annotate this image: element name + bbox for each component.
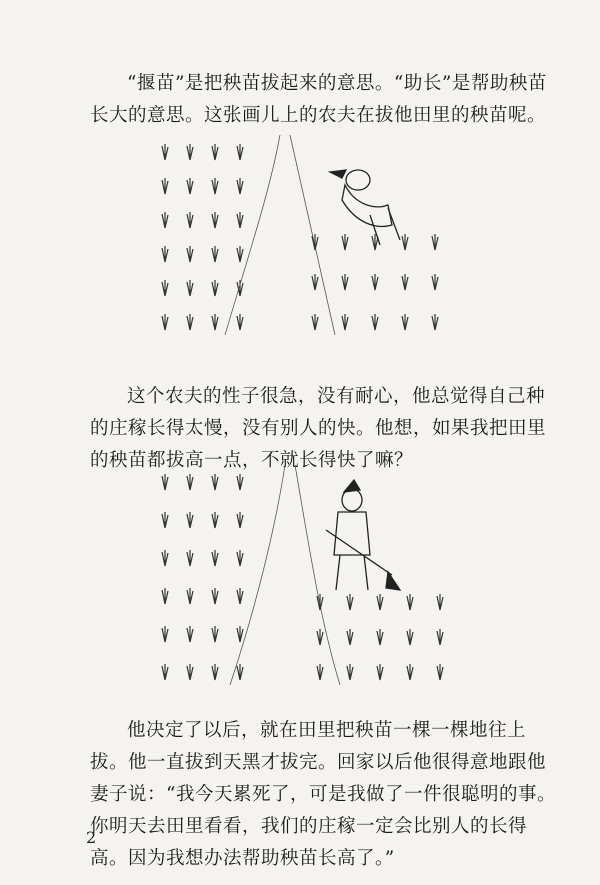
seedling-icon: [237, 626, 243, 642]
seedling-icon: [162, 212, 168, 228]
page-number: 2: [86, 828, 97, 847]
seedling-icon: [437, 664, 443, 680]
seedling-icon: [162, 314, 168, 330]
seedling-icon: [347, 664, 353, 680]
seedling-icon: [162, 626, 168, 642]
seedling-icon: [407, 594, 413, 610]
seedling-icon: [437, 594, 443, 610]
paragraph-2: 这个农夫的性子很急，没有耐心，他总觉得自己种的庄稼长得太慢，没有别人的快。他想，如果我把田里的秧苗都拔高一点，不就长得快了嘛？: [90, 386, 547, 471]
seedling-icon: [187, 664, 193, 680]
farmer-pulling-seedlings-illustration: [130, 130, 460, 340]
paragraph-3: 他决定了以后，就在田里把秧苗一棵一棵地往上拔。他一直拔到天黑才拔完。回家以后他很得意地跟他妻子说：“我今天累死了，可是我做了一件很聪明的事。你明天去田里看看，我们的庄稼一定会比别人的长得高。因为我想办法帮助秧苗长高了。”: [90, 720, 556, 869]
seedling-icon: [212, 246, 218, 262]
seedling-icon: [372, 274, 378, 290]
seedling-icon: [237, 212, 243, 228]
seedling-icon: [162, 178, 168, 194]
left-seedlings-group: [162, 144, 243, 330]
left-seedlings-group: [162, 474, 243, 680]
seedling-icon: [212, 474, 218, 490]
seedling-icon: [432, 234, 438, 250]
seedling-icon: [187, 314, 193, 330]
seedling-icon: [212, 550, 218, 566]
seedling-icon: [162, 246, 168, 262]
seedling-icon: [377, 664, 383, 680]
seedling-icon: [407, 664, 413, 680]
seedling-icon: [187, 588, 193, 604]
seedling-icon: [237, 314, 243, 330]
bending-farmer-icon: [330, 170, 400, 245]
seedling-icon: [317, 594, 323, 610]
field-path: [230, 465, 340, 685]
seedling-icon: [187, 626, 193, 642]
seedling-icon: [342, 234, 348, 250]
seedling-icon: [317, 629, 323, 645]
seedling-icon: [402, 314, 408, 330]
seedling-icon: [372, 314, 378, 330]
field-path: [225, 135, 335, 335]
seedling-icon: [162, 664, 168, 680]
seedling-icon: [162, 550, 168, 566]
seedling-icon: [162, 588, 168, 604]
seedling-icon: [237, 550, 243, 566]
seedling-icon: [187, 178, 193, 194]
seedling-icon: [402, 274, 408, 290]
seedling-icon: [347, 629, 353, 645]
seedling-icon: [212, 314, 218, 330]
seedling-icon: [162, 280, 168, 296]
seedling-icon: [237, 246, 243, 262]
seedling-icon: [212, 212, 218, 228]
seedling-icon: [162, 144, 168, 160]
seedling-icon: [317, 664, 323, 680]
seedling-icon: [377, 629, 383, 645]
seedling-icon: [402, 234, 408, 250]
seedling-icon: [347, 594, 353, 610]
seedling-icon: [212, 280, 218, 296]
seedling-icon: [187, 144, 193, 160]
seedling-icon: [212, 144, 218, 160]
seedling-icon: [342, 274, 348, 290]
seedling-icon: [237, 588, 243, 604]
seedling-icon: [187, 474, 193, 490]
seedling-icon: [237, 512, 243, 528]
seedling-icon: [187, 512, 193, 528]
seedling-icon: [237, 178, 243, 194]
seedling-icon: [187, 246, 193, 262]
seedling-icon: [187, 212, 193, 228]
seedling-icon: [312, 274, 318, 290]
seedling-icon: [237, 474, 243, 490]
seedling-icon: [187, 550, 193, 566]
seedling-icon: [237, 280, 243, 296]
seedling-icon: [437, 629, 443, 645]
seedling-icon: [237, 664, 243, 680]
paragraph-1: “揠苗”是把秧苗拔起来的意思。“助长”是帮助秧苗长大的意思。这张画儿上的农夫在拔他田里的秧苗呢。: [90, 73, 547, 126]
farmer-standing-with-hoe-illustration: [130, 460, 460, 690]
seedling-icon: [407, 629, 413, 645]
seedling-icon: [187, 280, 193, 296]
seedling-icon: [432, 274, 438, 290]
right-seedlings-group: [317, 594, 443, 680]
seedling-icon: [212, 664, 218, 680]
seedling-icon: [432, 314, 438, 330]
seedling-icon: [377, 594, 383, 610]
seedling-icon: [162, 512, 168, 528]
seedling-icon: [342, 314, 348, 330]
seedling-icon: [212, 512, 218, 528]
standing-farmer-icon: [326, 480, 400, 590]
seedling-icon: [212, 626, 218, 642]
seedling-icon: [212, 178, 218, 194]
seedling-icon: [237, 144, 243, 160]
seedling-icon: [162, 474, 168, 490]
seedling-icon: [212, 588, 218, 604]
seedling-icon: [312, 314, 318, 330]
